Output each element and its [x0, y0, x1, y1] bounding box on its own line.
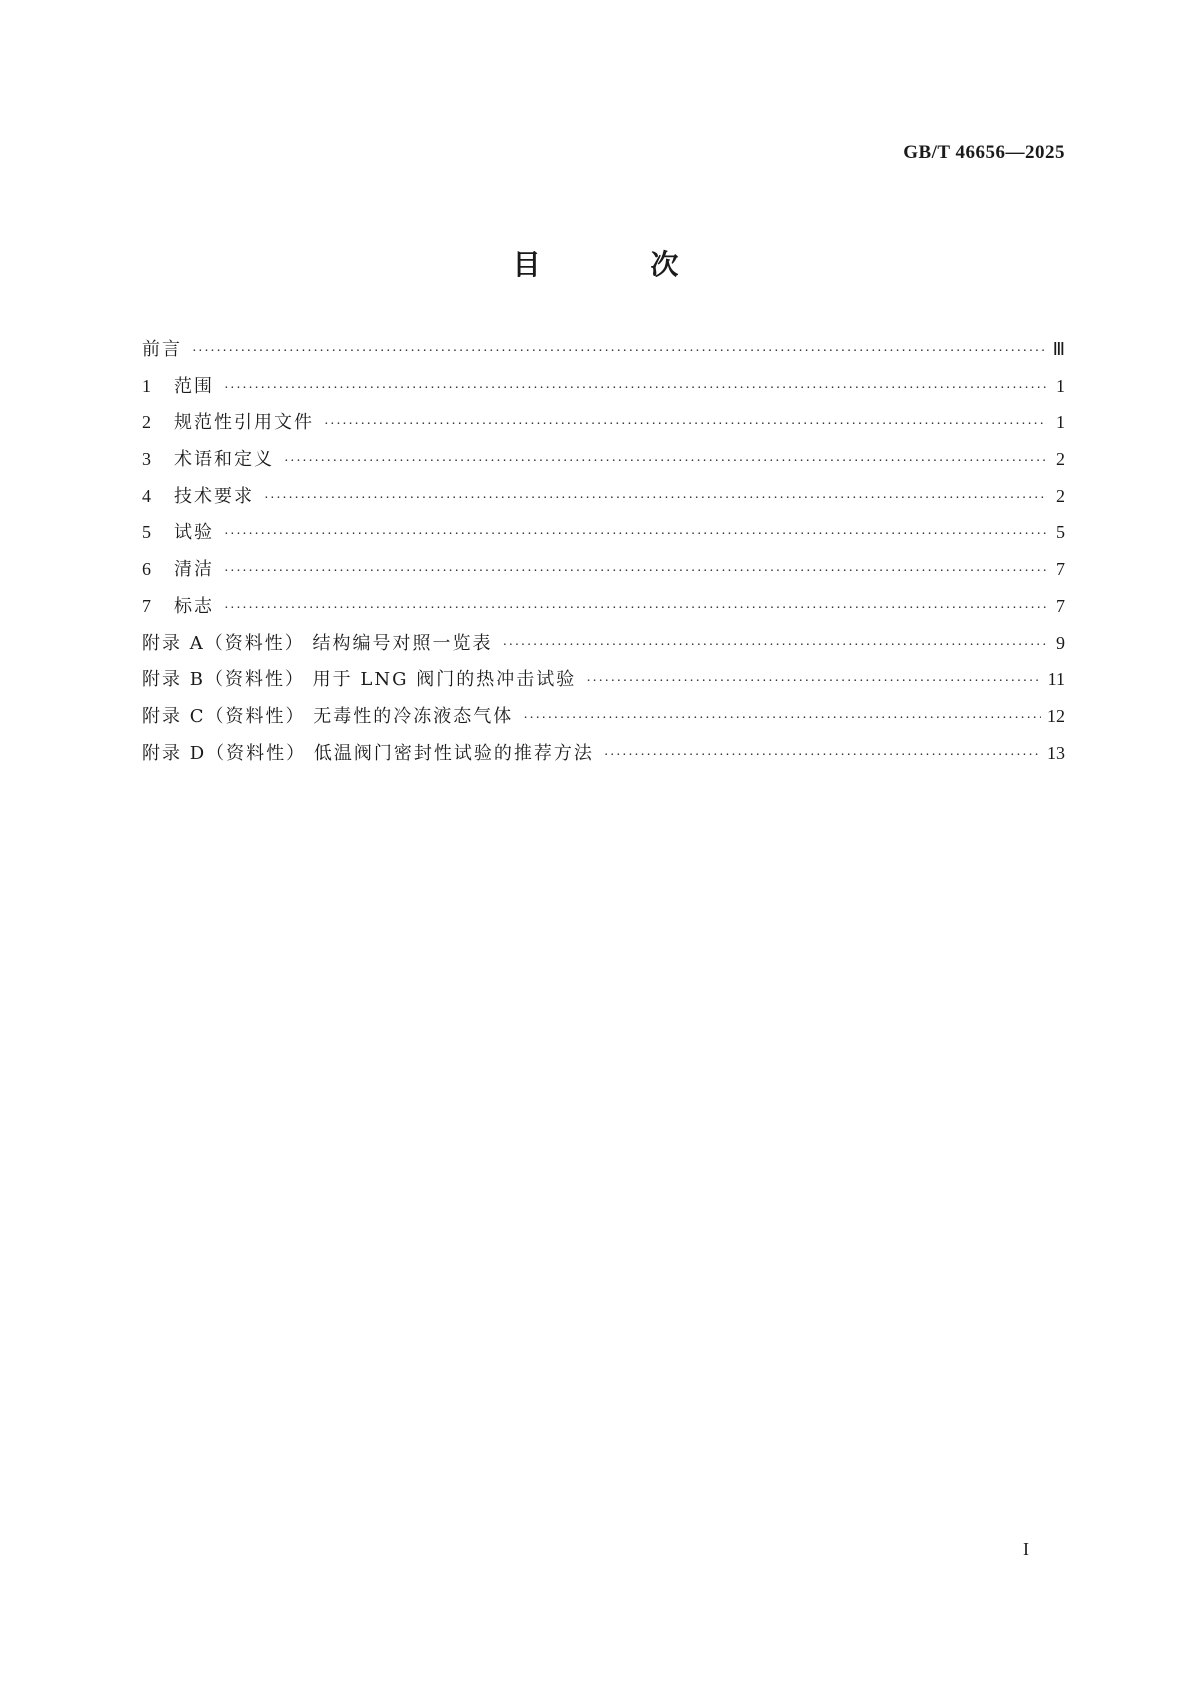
toc-title: 目 次	[512, 248, 729, 281]
toc-entry-label: 前言	[142, 339, 182, 360]
toc-entry-label: 试验	[174, 522, 214, 544]
toc-entry-label: 术语和定义	[174, 449, 274, 471]
toc-entry-label: 技术要求	[174, 485, 254, 507]
toc-leader-dots	[604, 744, 1041, 768]
toc-leader-dots	[224, 523, 1047, 547]
toc-entry-label: 标志	[174, 595, 214, 617]
toc-entry[interactable]	[142, 337, 1065, 374]
toc-entry-number: 6	[142, 559, 151, 580]
toc-entry[interactable]	[142, 410, 1065, 447]
toc-entry[interactable]	[142, 741, 1065, 778]
toc-entry-page: 7	[1056, 559, 1065, 580]
toc-entry-label: 附录 B（资料性） 用于 LNG 阀门的热冲击试验	[142, 669, 577, 691]
page-number: I	[1023, 1539, 1029, 1559]
toc-entry-label: 规范性引用文件	[174, 412, 314, 434]
toc-entry-page: 9	[1056, 632, 1065, 653]
toc-entry-number: 5	[142, 522, 151, 543]
toc-entry[interactable]	[142, 557, 1065, 594]
toc-entry-number: 7	[142, 595, 151, 616]
toc-leader-dots	[224, 377, 1047, 401]
toc-entry-page: 13	[1047, 742, 1065, 763]
toc-entry-page: Ⅲ	[1052, 339, 1065, 359]
toc-entry-number: 4	[142, 485, 151, 506]
toc-entry[interactable]	[142, 631, 1065, 668]
toc-leader-dots	[192, 340, 1047, 364]
toc-entry-number: 3	[142, 449, 151, 470]
toc-entry-page: 12	[1047, 705, 1065, 726]
toc-entry-label: 范围	[174, 375, 214, 397]
toc-entry-page: 1	[1056, 375, 1065, 396]
toc-entry-label: 附录 C（资料性） 无毒性的冷冻液态气体	[142, 705, 514, 727]
toc-entry-label: 附录 A（资料性） 结构编号对照一览表	[142, 632, 493, 654]
toc-entry[interactable]	[142, 484, 1065, 521]
toc-entry-label: 清洁	[174, 559, 214, 581]
toc-entry[interactable]	[142, 374, 1065, 411]
toc-entry-page: 2	[1056, 485, 1065, 506]
toc-leader-dots	[224, 597, 1047, 621]
toc-entry[interactable]	[142, 704, 1065, 741]
toc-leader-dots	[523, 707, 1041, 731]
toc-list	[142, 337, 1065, 777]
toc-leader-dots	[586, 670, 1041, 694]
standard-number: GB/T 46656—2025	[903, 142, 1065, 163]
toc-leader-dots	[324, 413, 1047, 437]
toc-leader-dots	[264, 487, 1047, 511]
toc-entry[interactable]	[142, 594, 1065, 631]
toc-leader-dots	[284, 450, 1047, 474]
toc-leader-dots	[502, 634, 1047, 658]
toc-entry-page: 11	[1047, 669, 1065, 690]
toc-entry[interactable]	[142, 667, 1065, 704]
toc-entry-page: 2	[1056, 449, 1065, 470]
toc-entry-label: 附录 D（资料性） 低温阀门密封性试验的推荐方法	[142, 742, 594, 764]
toc-entry-page: 1	[1056, 412, 1065, 433]
toc-entry-page: 5	[1056, 522, 1065, 543]
toc-entry[interactable]	[142, 447, 1065, 484]
toc-entry-page: 7	[1056, 595, 1065, 616]
toc-entry[interactable]	[142, 520, 1065, 557]
toc-entry-number: 2	[142, 412, 151, 433]
toc-leader-dots	[224, 560, 1047, 584]
toc-entry-number: 1	[142, 375, 151, 396]
